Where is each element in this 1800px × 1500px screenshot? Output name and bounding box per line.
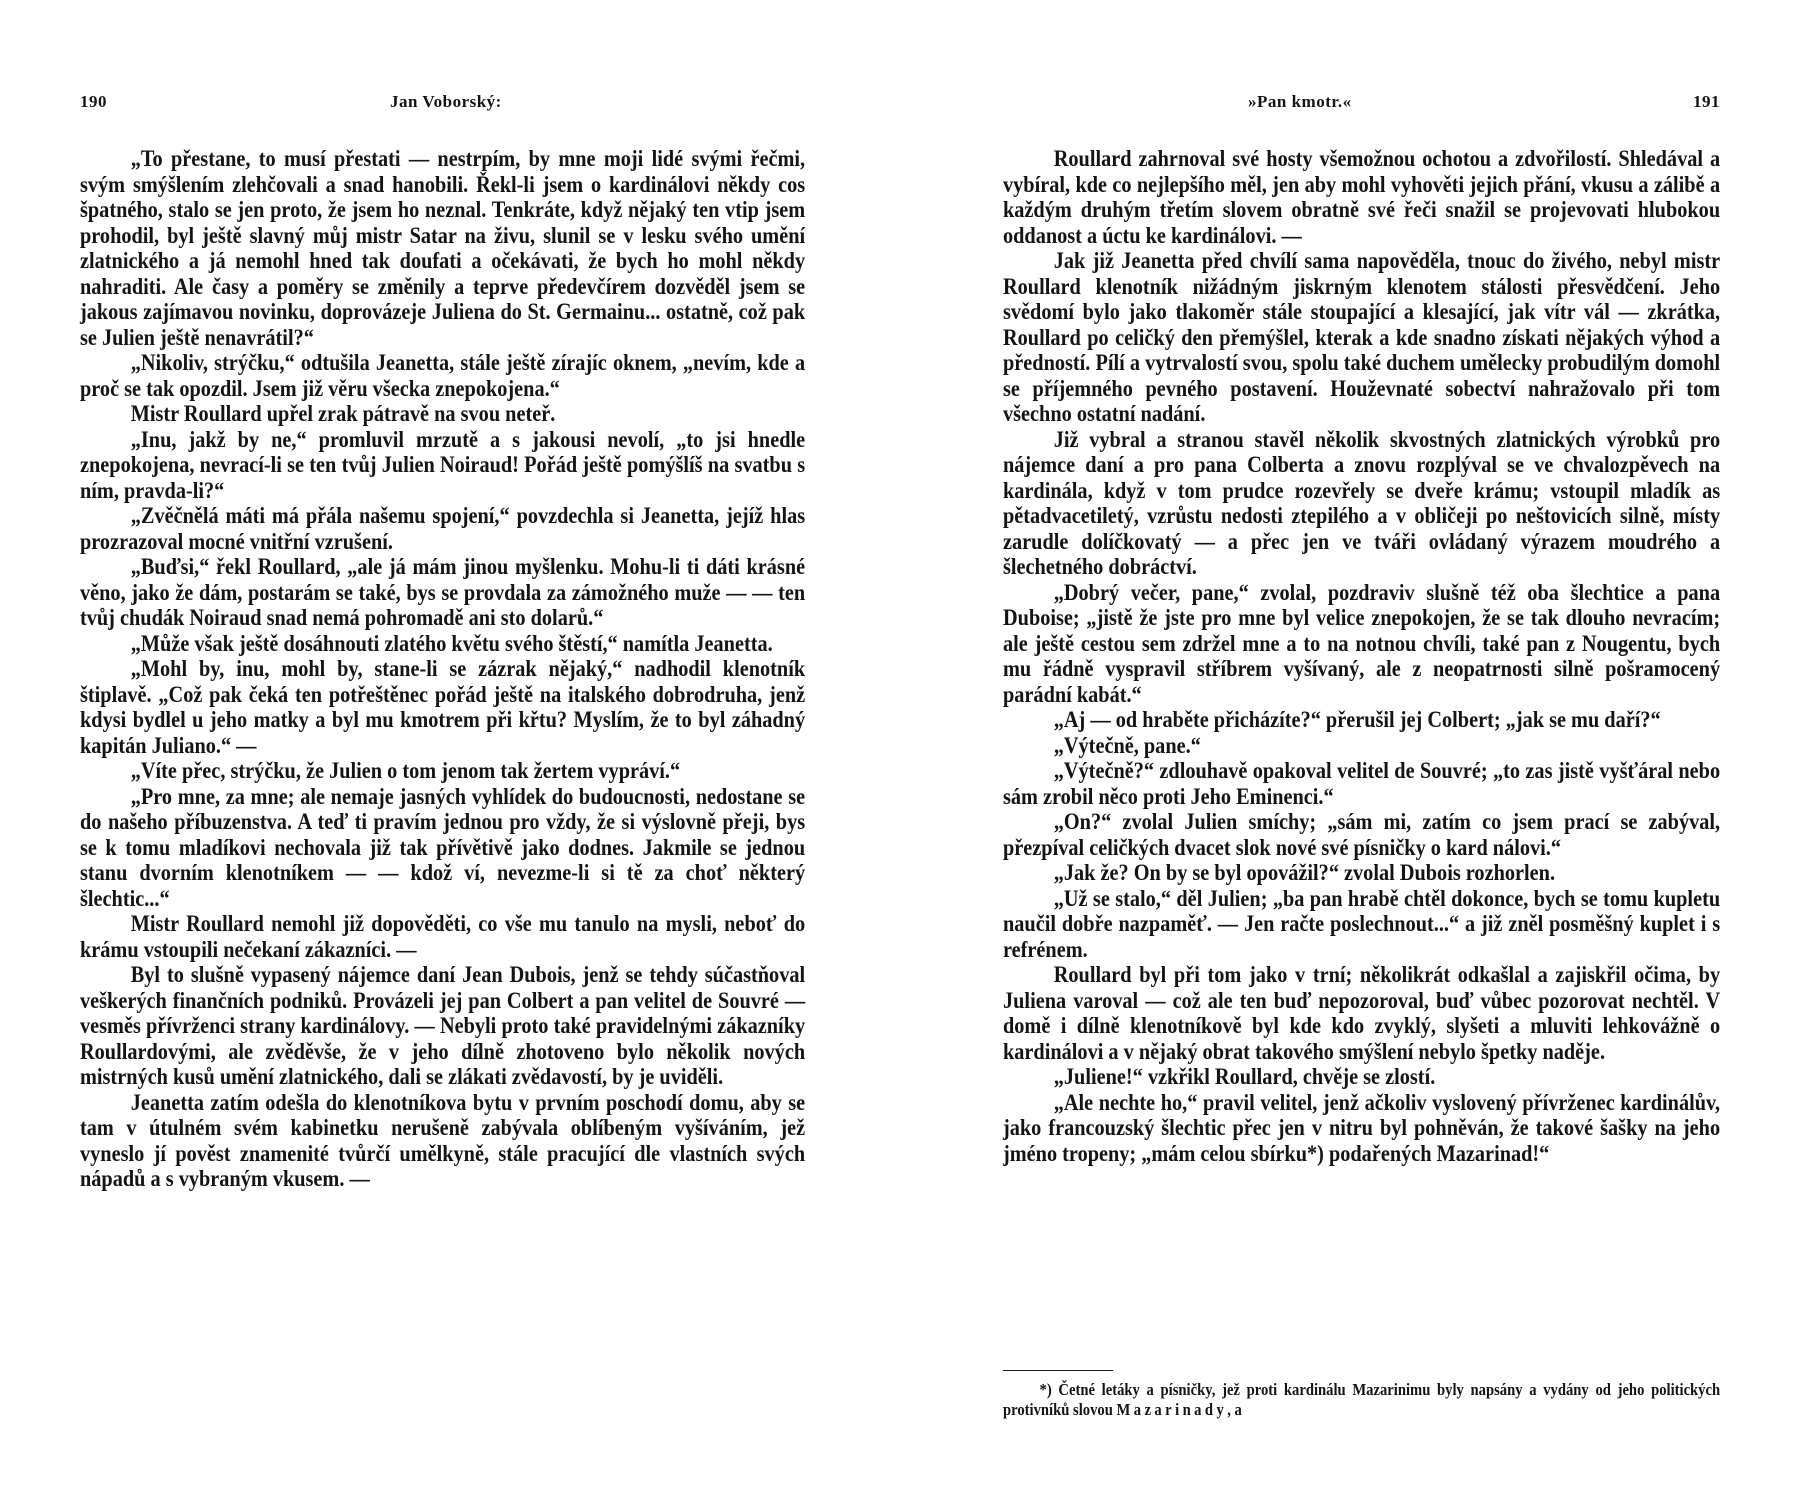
left-page (80, 0, 805, 1500)
paragraph: „Nikoliv, strýčku,“ odtušila Jeanetta, stále ještě zírajíc oknem, „nevím, kde a proč se tak opozdil. Jsem již věru všecka znepokojena.“ (80, 350, 806, 402)
paragraph: „Jak že? On by se byl opovážil?“ zvolal Dubois rozhorlen. (1053, 860, 1556, 886)
paragraph: Roullard byl při tom jako v trní; několikrát odkašlal a zajiskřil očima, by Juliena varoval — což ale ten buď nepozoroval, buď vůbec pozorovat nechtěl. V domě i dílně klenotníkově byl kde kdo zvyklý, slyšeti a mluviti lehkovážně o kardinálovi a v nějaký obrat takového smýšlení nebylo špetky naděje. (1003, 962, 1721, 1065)
paragraph: „Pro mne, za mne; ale nemaje jasných vyhlídek do budoucnosti, nedostane se do našeho příbuzenstva. A teď ti pravím jednou pro vždy, že si výslovně přeji, bys se k tomu mladíkovi nechovala již tak přívětivě jako dodnes. Jakmile se jednou stanu dvorním klenotníkem — — kdož ví, nevezme-li si tě za choť některý šlechtic...“ (80, 783, 806, 912)
paragraph: „On?“ zvolal Julien smíchy; „sám mi, zatím co jsem prací se zabýval, přezpíval celičkých dvacet slok nové své písničky o kard nálovi.“ (1003, 809, 1721, 861)
paragraph: „Zvěčnělá máti má přála našemu spojení,“ povzdechla si Jeanetta, jejíž hlas prozrazoval mocné vnitřní vzrušení. (80, 503, 806, 555)
right-page-header (1003, 92, 1720, 120)
paragraph: „Mohl by, inu, mohl by, stane-li se zázrak nějaký,“ nadhodil klenotník štiplavě. „Což pak čeká ten potřeštěnec pořád ještě na italského dobrodruha, jenž kdysi bydlel u jeho matky a byl mu kmotrem při křtu? Myslím, že to byl záhadný kapitán Juliano.“ — (80, 656, 806, 759)
paragraph: „Ale nechte ho,“ pravil velitel, jenž ačkoliv vyslovený přívrženec kardinálův, jako francouzský šlechtic přec jen v nitru byl pohněván, že takové šašky na jeho jméno tropeny; „mám celou sbírku*) podařených Mazarinad!“ (1003, 1089, 1721, 1167)
paragraph: „Inu, jakž by ne,“ promluvil mrzutě a s jakousi nevolí, „to jsi hnedle znepokojena, nevrací-li se ten tvůj Julien Noiraud! Pořád ještě pomýšlíš na svatbu s ním, pravda-li?“ (80, 426, 806, 504)
paragraph: Jeanetta zatím odešla do klenotníkova bytu v prvním poschodí domu, aby se tam v útulném svém kabinetku nerušeně zabývala oblíbeným vyšíváním, jež vyneslo jí pověst znamenité tvůrčí umělkyně, stále pracující dle vlastních svých nápadů a s vybraným vkusem. — (80, 1089, 806, 1192)
paragraph: „Buďsi,“ řekl Roullard, „ale já mám jinou myšlenku. Mohu-li ti dáti krásné věno, jako že dám, postarám se také, bys se provdala za zámožného muže — — ten tvůj chudák Noiraud snad nemá pohromadě ani sto dolarů.“ (80, 554, 806, 631)
paragraph: „Aj — od hraběte přicházíte?“ přerušil jej Colbert; „jak se mu daří?“ (1053, 707, 1661, 733)
footnote (1003, 1380, 1720, 1420)
paragraph: „Výtečně?“ zdlouhavě opakoval velitel de Souvré; „to zas jistě vyšťáral nebo sám zrobil něco proti Jeho Eminenci.“ (1003, 758, 1721, 810)
footnote-rule (1003, 1370, 1113, 1371)
paragraph: Roullard zahrnoval své hosty všemožnou ochotou a zdvořilostí. Shledával a vybíral, kde co nejlepšího měl, jen aby mohl vyhověti jejich přání, vkusu a zálibě a každým druhým třetím slovem obratně své řeči snažil se projevovati hlubokou oddanost a úctu ke kardinálovi. — (1003, 146, 1721, 249)
paragraph: „Výtečně, pane.“ (1053, 732, 1201, 759)
footnote-tail: , a (1227, 1400, 1242, 1419)
paragraph: Byl to slušně vypasený nájemce daní Jean Dubois, jenž se tehdy súčastňoval veškerých finančních podniků. Provázeli jej pan Colbert a pan velitel de Souvré — vesměs přívrženci strany kardinálovy. — Nebyli proto také pravidelnými zákazníky Roullardovými, ale zvěděvše, že v jeho dílně zhotoveno bylo několik nových mistrných kusů umění zlatnického, dali se zlákati zvědavostí, by je uviděli. (80, 962, 806, 1090)
footnote-spaced-word: Mazarinady (1116, 1400, 1228, 1419)
paragraph: „To přestane, to musí přestati — nestrpím, by mne moji lidé svými řečmi, svým smýšlením zlehčovali a snad hanobili. Řekl-li jsem o kardinálovi někdy cos špatného, stalo se jen proto, že jsem ho neznal. Tenkráte, když nějaký ten vtip jsem prohodil, byl ještě slavný můj mistr Satar na živu, slunil se v lesku svého umění zlatnického a já nemohl hned tak doufati a očekávati, že bych ho mohl někdy nahraditi. Ale časy a poměry se změnily a teprve předevčírem dozvěděl jsem se jakous zajímavou novinku, doprovázeje Juliena do St. Germainu... ostatně, což pak se Julien ještě nenavrátil?“ (80, 146, 806, 351)
left-page-header (80, 92, 805, 120)
left-page-body (80, 147, 805, 1193)
paragraph: „Už se stalo,“ děl Julien; „ba pan hrabě chtěl dokonce, bych se tomu kupletu naučil dobře nazpaměť. — Jen račte poslechnout...“ a již zněl posměšný kuplet i s refrénem. (1003, 885, 1721, 963)
right-page-number: 191 (1693, 92, 1720, 111)
left-running-head: Jan Voborský: (390, 92, 502, 111)
paragraph: Jak již Jeanetta před chvílí sama napověděla, tnouc do živého, nebyl mistr Roullard klenotník nižádným jiskrným klenotem stálosti přesvědčení. Jeho svědomí bylo jako tlakoměr stále stoupající a klesající, jak vítr vál — zkrátka, Roullard po celičký den přemýšlel, kterak a kde snadno získati nějakých výhod a předností. Pílí a vytrvalostí svou, spolu také duchem umělecky probudilým domohl se příjemného pevného postavení. Houževnaté sobectví nahražovalo při tom všechno ostatní nadání. (1003, 248, 1721, 427)
paragraph: „Může však ještě dosáhnouti zlatého květu svého štěstí,“ namítla Jeanetta. (130, 630, 773, 657)
left-page-number: 190 (80, 92, 107, 111)
paragraph: „Víte přec, strýčku, že Julien o tom jenom tak žertem vypráví.“ (130, 758, 681, 784)
paragraph: „Dobrý večer, pane,“ zvolal, pozdraviv slušně též oba šlechtice a pana Duboise; „jistě že jste pro mne byl velice znepokojen, že se tak dlouho nevracím; ale ještě cestou sem zdržel mne a to na notnou chvíli, také pan z Nougentu, bych mu řádně vyspravil stříbrem vyšívaný, ale z neopatrnosti silně pošramocený parádní kabát.“ (1003, 579, 1721, 708)
right-running-head: »Pan kmotr.« (1248, 92, 1352, 111)
right-page (1003, 0, 1720, 1500)
footnote-text: *) Četné letáky a písničky, jež proti kardinálu Mazarinimu byly napsány a vydány od jeho politických protivníků slovou (1003, 1380, 1721, 1419)
paragraph: Mistr Roullard nemohl již dopověděti, co vše mu tanulo na mysli, neboť do krámu vstoupili nečekaní zákazníci. — (80, 911, 806, 963)
right-page-body (1003, 147, 1720, 1167)
paragraph: „Juliene!“ vzkřikl Roullard, chvěje se zlostí. (1053, 1064, 1436, 1090)
paragraph: Již vybral a stranou stavěl několik skvostných zlatnických výrobků pro nájemce daní a pro pana Colberta a znovu rozplýval se ve chvalozpěvech na kardinála, když v tom prudce rozevřely se dveře krámu; vstoupil mladík as pětadvacetiletý, vzrůstu nedosti ztepilého a v obličeji po neštovicích silně, místy zarudle dolíčkovatý — a přec jen ve tváři ovládaný výrazem moudrého a šlechetného dobráctví. (1003, 426, 1721, 580)
paragraph: Mistr Roullard upřel zrak pátravě na svou neteř. (130, 401, 556, 427)
